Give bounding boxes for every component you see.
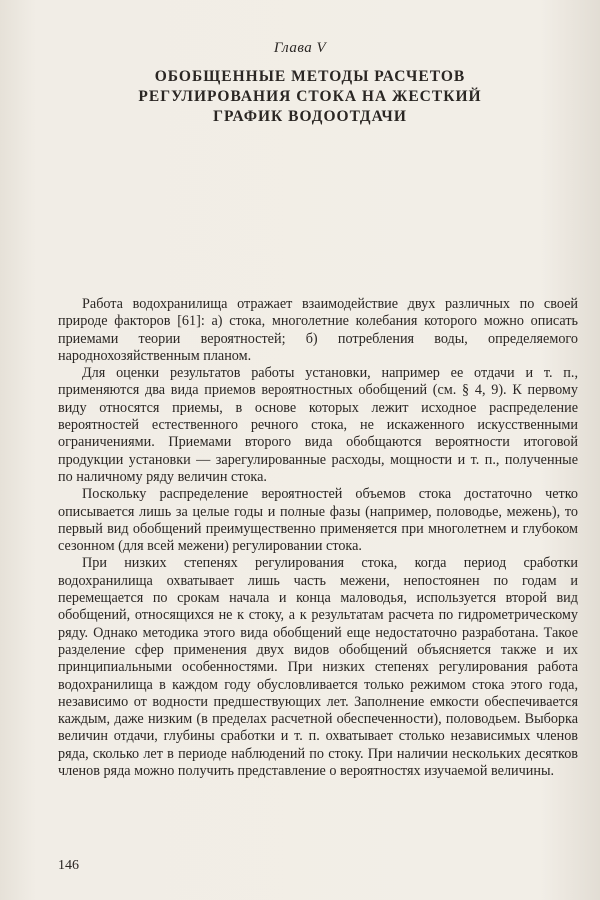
page-number: 146	[58, 858, 79, 873]
paragraph: Работа водохранилища отражает взаимодействие двух различных по своей природе факторов [61]: а) стока, многолетние колебания которого можно описать приемами теории вероятностей; б) потребления воды, определяемого народнохозяйственным планом.	[58, 296, 578, 364]
paragraph: При низких степенях регулирования стока, когда период сработки водохранилища охватывает лишь часть межени, непостоянен по годам и перемещается по срокам начала и конца маловодья, используется второй вид обобщений, относящихся не к стоку, а к результатам расчета по гидрометрическому ряду. Однако методика этого вида обобщений еще недостаточно разработана. Такое разделение сфер применения двух видов обобщений объясняется также и их принципиальными особенностями. При низких степенях регулирования работа водохранилища в каждом году обусловливается только режимом стока этого года, независимо от водности предшествующих лет. Заполнение емкости обеспечивается каждым, даже низким (в пределах расчетной обеспеченности), половодьем. Выборка величин отдачи, глубины сработки и т. п. охватывает столько независимых членов ряда, сколько лет в периоде наблюдений по стоку. При наличии нескольких десятков членов ряда можно получить представление о вероятностях изучаемой величины.	[58, 555, 578, 780]
paragraph: Поскольку распределение вероятностей объемов стока достаточно четко описывается лишь за целые годы и полные фазы (например, половодье, межень), то первый вид обобщений преимущественно применяется при многолетнем и глубоком сезонном (для всей межени) регулировании стока.	[58, 486, 578, 555]
chapter-title-line: РЕГУЛИРОВАНИЯ СТОКА НА ЖЕСТКИЙ	[138, 88, 482, 105]
chapter-title-line: ГРАФИК ВОДООТДАЧИ	[213, 108, 407, 125]
chapter-title-line: ОБОБЩЕННЫЕ МЕТОДЫ РАСЧЕТОВ	[154, 68, 466, 85]
chapter-title	[90, 67, 530, 127]
body-text	[58, 296, 578, 780]
chapter-heading: Глава V	[273, 40, 327, 56]
paragraph: Для оценки результатов работы установки, например ее отдачи и т. п., применяются два вида приемов вероятностных обобщений (см. § 4, 9). К первому виду относятся приемы, в основе которых лежит исходное распределение вероятностей естественного речного стока, не искаженного искусственными ограничениями. Приемами второго вида обобщаются вероятности итоговой продукции установки — зарегулированные расходы, мощности и т. п., полученные по наличному ряду величин стока.	[58, 365, 578, 485]
